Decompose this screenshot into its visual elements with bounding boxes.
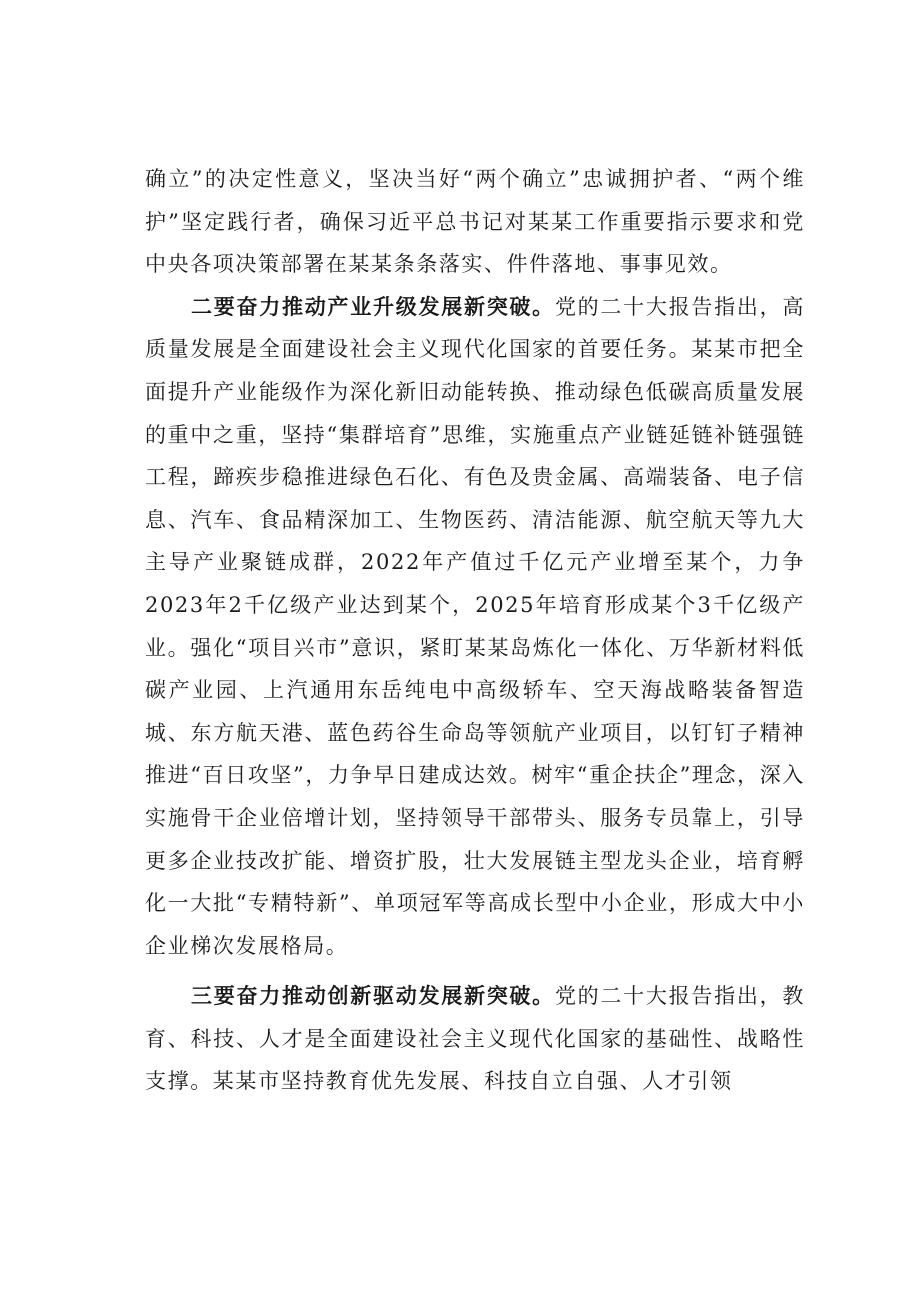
paragraph-innovation-driven — [145, 975, 805, 1103]
document-body — [145, 158, 805, 1103]
paragraph-text: 党的二十大报告指出，高质量发展是全面建设社会主义现代化国家的首要任务。某某市把全面提升产业能级作为深化新旧动能转换、推动绿色低碳高质量发展的重中之重，坚持“集群培育”思维，实施重点产业链延链补链强链工程，蹄疾步稳推进绿色石化、有色及贵金属、高端装备、电子信息、汽车、食品精深加工、生物医药、清洁能源、航空航天等九大主导产业聚链成群，2022年产值过千亿元产业增至某个，力争2023年2千亿级产业达到某个，2025年培育形成某个3千亿级产业。强化“项目兴市”意识，紧盯某某岛炼化一体化、万华新材料低碳产业园、上汽通用东岳纯电中高级轿车、空天海战略装备智造城、东方航天港、蓝色药谷生命岛等领航产业项目，以钉钉子精神推进“百日攻坚”，力争早日建成达效。树牢“重企扶企”理念，深入实施骨干企业倍增计划，坚持领导干部带头、服务专员靠上，引导更多企业技改扩能、增资扩股，壮大发展链主型龙头企业，培育孵化一大批“专精特新”、单项冠军等高成长型中小企业，形成大中小企业梯次发展格局。 — [145, 294, 805, 958]
paragraph-text: 确立”的决定性意义，坚决当好“两个确立”忠诚拥护者、“两个维护”坚定践行者，确保习近平总书记对某某工作重要指示要求和党中央各项决策部署在某某条条落实、件件落地、事事见效。 — [145, 167, 805, 277]
paragraph-text: 党的二十大报告指出，教育、科技、人才是全面建设社会主义现代化国家的基础性、战略性支撑。某某市坚持教育优先发展、科技自立自强、人才引领 — [145, 984, 805, 1094]
paragraph-lead-heading: 二要奋力推动产业升级发展新突破。 — [191, 293, 555, 319]
paragraph-continuation — [145, 158, 805, 286]
paragraph-lead-heading: 三要奋力推动创新驱动发展新突破。 — [191, 983, 555, 1009]
paragraph-industry-upgrade — [145, 286, 805, 968]
